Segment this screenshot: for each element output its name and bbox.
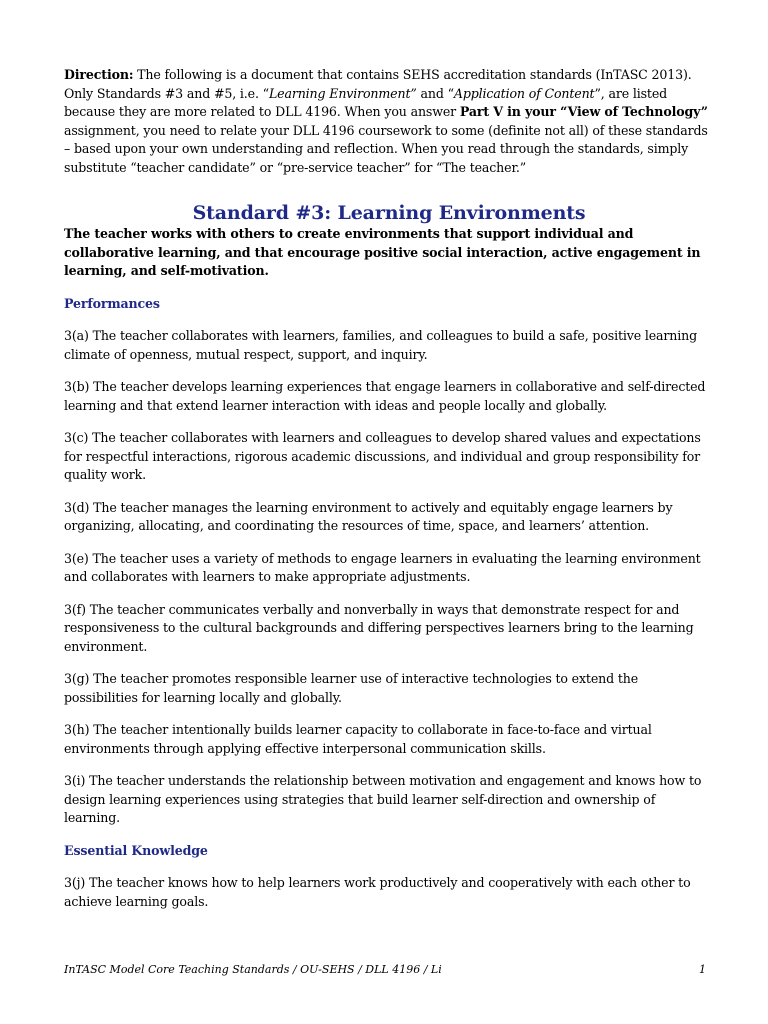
- standard-lead-statement: The teacher works with others to create environments that support individual and collaborative learning, and that encourage positive social interaction, active engagement in learning, and self-motivation.: [64, 226, 701, 278]
- standard-item-3f: 3(f) The teacher communicates verbally and nonverbally in ways that demonstrate respect for and responsiveness to the cultural backgrounds and differing perspectives learners bring to the learning environment.: [64, 601, 694, 654]
- standard-item-3e: 3(e) The teacher uses a variety of methods to engage learners in evaluating the learning environment and collaborates with learners to make appropriate adjustments.: [64, 550, 701, 584]
- direction-emphasis-2: Application of Content: [453, 85, 595, 101]
- standard-item-3b: 3(b) The teacher develops learning experiences that engage learners in collaborative and self-directed learning and that extend learner interaction with ideas and people locally and globally.: [64, 379, 706, 413]
- direction-bold-1: Part V in your “View of Technology”: [459, 104, 708, 119]
- direction-emphasis-1: Learning Environment”: [268, 85, 417, 101]
- direction-text-1: The following is a document that contains SEHS accreditation standards (InTASC 2013). Only Standards #3 and #5, i.e. “: [64, 67, 692, 101]
- standard-heading: Standard #3: Learning Environments: [192, 202, 586, 224]
- standard-item-3h: 3(h) The teacher intentionally builds learner capacity to collaborate in face-to-face and virtual environments through applying effective interpersonal communication skills.: [64, 722, 652, 756]
- direction-text-4: assignment, you need to relate your DLL 4196 coursework to some (definite not all) of these standards – based upon your own understanding and reflection. When you read through the standards, simply substitute “teacher candidate” or “pre-service teacher” for “The teacher.”: [64, 122, 708, 175]
- footer-citation: InTASC Model Core Teaching Standards / OU-SEHS / DLL 4196 / Li: [64, 963, 442, 976]
- standard-item-3i: 3(i) The teacher understands the relationship between motivation and engagement and knows how to design learning experiences using strategies that build learner self-direction and ownership of learning.: [64, 773, 702, 825]
- performances-heading: Performances: [64, 295, 160, 311]
- direction-text-3: ”, are listed because they are more related to DLL 4196. When you answer: [64, 85, 668, 119]
- standard-item-3j: 3(j) The teacher knows how to help learners work productively and cooperatively with each other to achieve learning goals.: [64, 875, 691, 909]
- standard-item-3c: 3(c) The teacher collaborates with learners and colleagues to develop shared values and expectations for respectful interactions, rigorous academic discussions, and individual and group responsibility for quality work.: [64, 430, 701, 482]
- direction-paragraph: [64, 66, 714, 177]
- page-number: 1: [699, 963, 706, 976]
- essential-knowledge-heading: Essential Knowledge: [64, 842, 208, 858]
- direction-text-2: and “: [416, 85, 454, 101]
- document-body: [64, 66, 714, 925]
- standard-item-3g: 3(g) The teacher promotes responsible learner use of interactive technologies to extend the possibilities for learning locally and globally.: [64, 671, 639, 705]
- direction-label: Direction:: [64, 67, 134, 82]
- page-footer: [64, 962, 706, 978]
- standard-item-3d: 3(d) The teacher manages the learning environment to actively and equitably engage learners by organizing, allocating, and coordinating the resources of time, space, and learners’ attention.: [64, 499, 673, 533]
- standard-item-3a: 3(a) The teacher collaborates with learners, families, and colleagues to build a safe, positive learning climate of openness, mutual respect, support, and inquiry.: [64, 328, 697, 362]
